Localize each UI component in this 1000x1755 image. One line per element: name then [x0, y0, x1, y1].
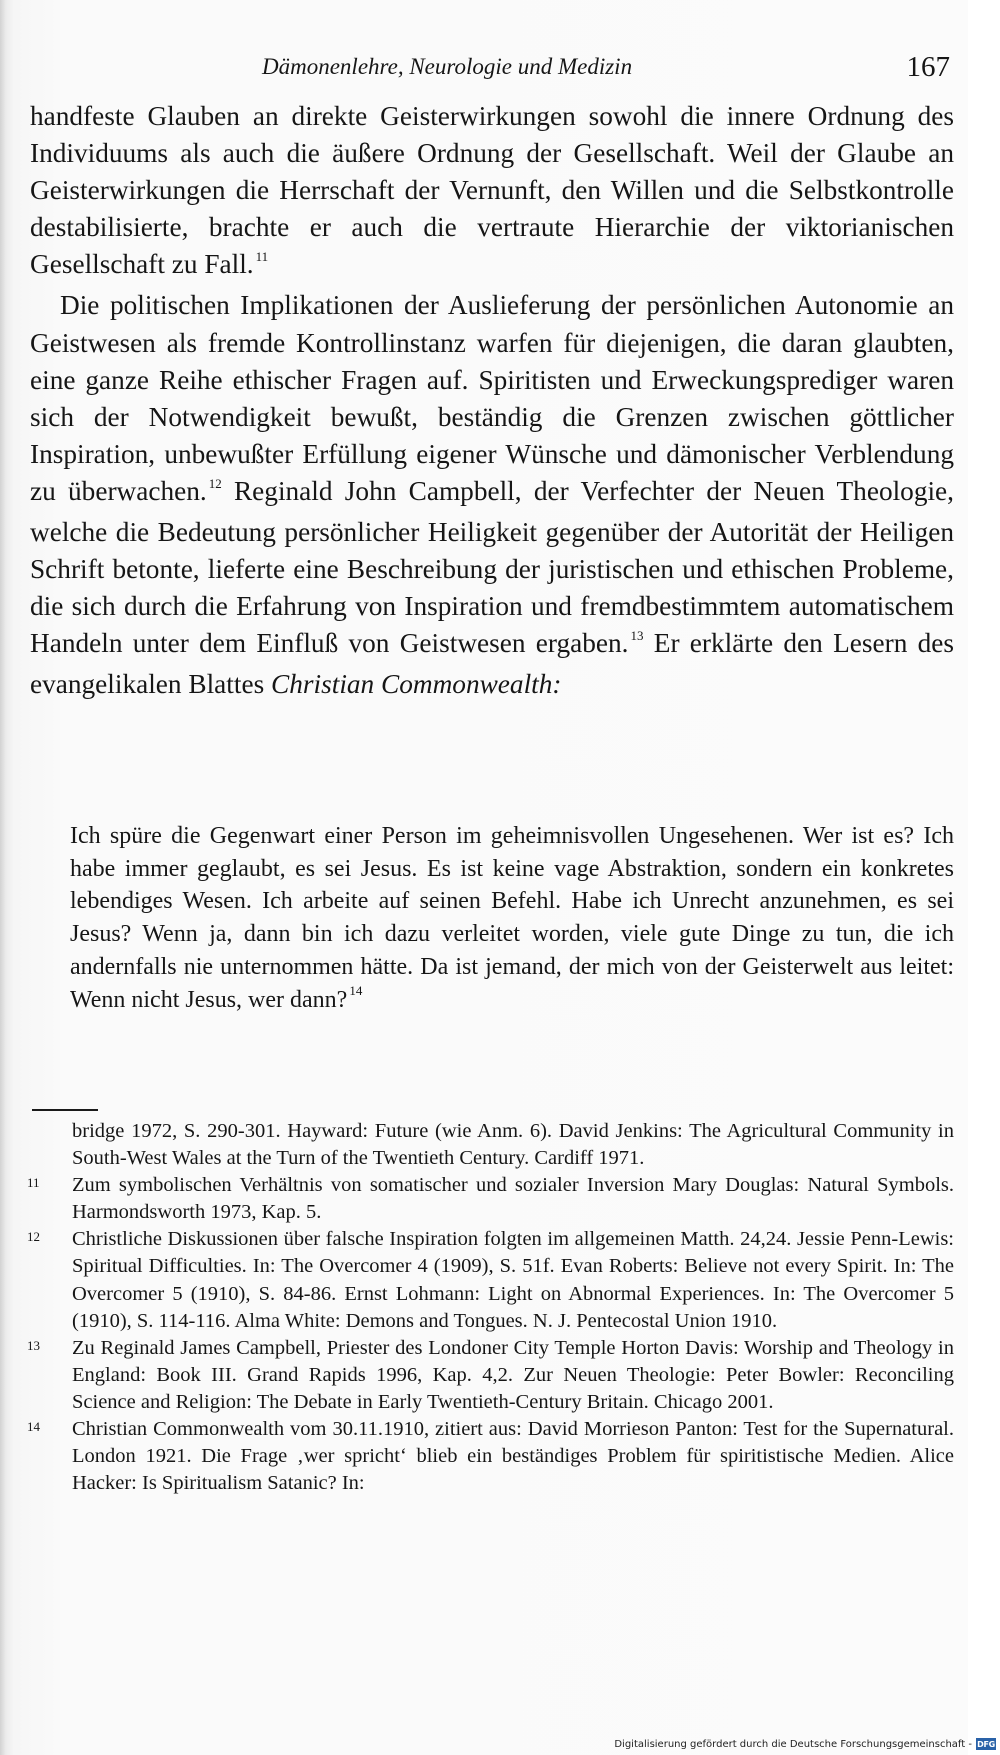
block-quote: [70, 820, 954, 1019]
footnote-number: 12: [27, 1229, 40, 1245]
paragraph-1: [30, 98, 954, 287]
running-title: Dämonenlehre, Neurologie und Medizin: [262, 54, 633, 79]
page-number: 167: [906, 51, 950, 83]
dfg-logo: DFG: [977, 1739, 995, 1749]
paragraph-2-text-c: Er erklärte den Lesern des evangelikalen Blattes: [30, 628, 955, 700]
footnote-text: Christliche Diskussionen über falsche Inspiration folgten im allgemeinen Matth. 24,24. Jessie Penn-Lewis: Spiritual Difficulties. In: The Overcomer 4 (1909), S. 51f. Evan Roberts: Believe not every Spirit. In: The Overcomer 5 (1910), S. 84-86. Ernst Lohmann: Light on Abnormal Experiences. In: The Overcomer 5 (1910), S. 114-116. Alma White: Demons and Tongues. N. J. Pentecostal Union 1910.: [72, 1228, 954, 1332]
funding-footer: [614, 1736, 996, 1752]
page-header: [30, 52, 950, 92]
footnote-ref-12: 12: [208, 475, 222, 491]
paragraph-2-text-b: Reginald John Campbell, der Verfechter der Neuen Theologie, welche die Bedeutung persönlicher Heiligkeit gegenüber der Autorität der Heiligen Schrift betonte, lieferte eine Beschreibung der juristischen und ethischen Probleme, die sich durch die Erfahrung von Inspiration und fremdbestimmtem automatischem Handeln unter dem Einfluß von Geistwesen ergaben.: [30, 475, 954, 659]
footnote-number: 11: [27, 1175, 40, 1191]
quote-text: Ich spüre die Gegenwart einer Person im geheimnisvollen Ungesehenen. Wer ist es? Ich habe immer geglaubt, es sei Jesus. Es ist keine vage Abstraktion, sondern ein konkretes lebendiges Wesen. Ich arbeite auf seinen Befehl. Habe ich Unrecht anzunehmen, es sei Jesus? Wenn ja, dann bin ich dazu verleitet worden, viele gute Dinge zu tun, die ich andernfalls nie unternommen hätte. Da ist jemand, der mich von der Geisterwelt aus leitet: Wenn nicht Jesus, wer dann?: [70, 823, 954, 1013]
footnote-text: Zu Reginald James Campbell, Priester des Londoner City Temple Horton Davis: Worship and Theology in England: Book III. Grand Rapids 1996, Kap. 4,2. Zur Neuen Theologie: Peter Bowler: Reconciling Science and Religion: The Debate in Early Twentieth-Century Britain. Chicago 2001.: [72, 1336, 954, 1413]
footnote-separator: [32, 1109, 98, 1111]
funding-note: Digitalisierung gefördert durch die Deutsche Forschungsgemeinschaft -: [614, 1738, 972, 1750]
footnote-12: [27, 1226, 954, 1334]
footnote-13: [27, 1335, 954, 1416]
footnote-ref-11: 11: [255, 249, 269, 265]
scan-margin: [968, 0, 1000, 1755]
footnote-ref-14: 14: [349, 982, 363, 998]
footnote-number: 13: [27, 1337, 40, 1353]
periodical-title: Christian Commonwealth:: [271, 669, 562, 700]
footnotes: [27, 1118, 954, 1497]
footnote-text: Christian Commonwealth vom 30.11.1910, zitiert aus: David Morrieson Panton: Test for the Supernatural. London 1921. Die Frage ‚wer spricht‘ blieb ein beständiges Problem für spiritistische Medien. Alice Hacker: Is Spiritualism Satanic? In:: [72, 1418, 954, 1495]
paragraph-1-text: handfeste Glauben an direkte Geisterwirkungen sowohl die innere Ordnung des Individuums als auch die äußere Ordnung der Gesellschaft. Weil der Glaube an Geisterwirkungen die Herrschaft der Vernunft, den Willen und die Selbstkontrolle destabilisierte, brachte er auch die vertraute Hierarchie der viktorianischen Gesellschaft zu Fall.: [30, 101, 954, 280]
footnote-text: bridge 1972, S. 290-301. Hayward: Future (wie Anm. 6). David Jenkins: The Agricultural Community in South-West Wales at the Turn of the Twentieth Century. Cardiff 1971.: [72, 1120, 954, 1170]
footnote-14: [27, 1416, 954, 1497]
footnote-continued: [30, 1118, 954, 1172]
paragraph-2: [30, 287, 954, 703]
footnote-number: 14: [27, 1419, 40, 1435]
main-text: [30, 98, 954, 704]
paragraph-2-text-a: Die politischen Implikationen der Auslieferung der persönlichen Autonomie an Geistwesen als fremde Kontrollinstanz warfen für diejenigen, die daran glaubten, eine ganze Reihe ethischer Fragen auf. Spiritisten und Erweckungsprediger waren sich der Notwendigkeit bewußt, beständig die Grenzen zwischen göttlicher Inspiration, unbewußter Erfüllung eigener Wünsche und dämonischer Verblendung zu überwachen.: [30, 290, 954, 506]
footnote-11: [27, 1172, 954, 1226]
footnote-text: Zum symbolischen Verhältnis von somatischer und sozialer Inversion Mary Douglas: Natural Symbols. Harmondsworth 1973, Kap. 5.: [72, 1174, 954, 1224]
quote-paragraph: [70, 820, 954, 1019]
footnote-ref-13: 13: [630, 628, 644, 644]
